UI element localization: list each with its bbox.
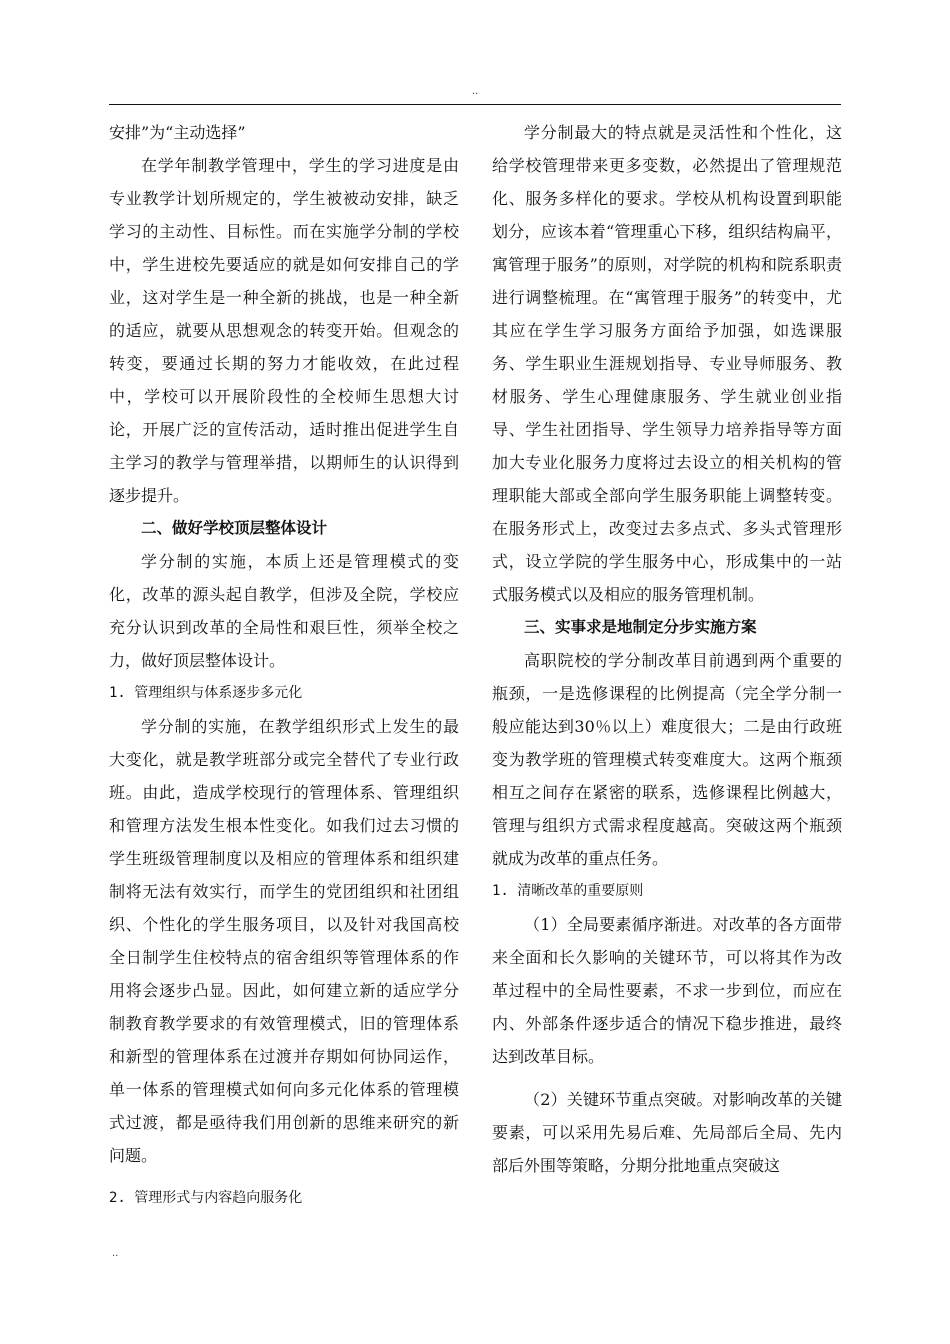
paragraph: 在学年制教学管理中，学生的学习进度是由专业教学计划所规定的，学生被被动安排，缺乏学习的主动性、目标性。而在实施学分制的学校中，学生进校先要适应的就是如何安排自己的学业，这对学生是一种全新的挑战，也是一种全新的适应，就要从思想观念的转变开始。但观念的转变，要通过长期的努力才能收效，在此过程中，学校可以开展阶段性的全校师生思想大讨论，开展广泛的宣传活动，适时推出促进学生自主学习的教学与管理举措，以期师生的认识得到逐步提升。 (109, 156, 459, 505)
section-heading: 三、实事求是地制定分步实施方案 (524, 618, 757, 636)
paragraph: 高职院校的学分制改革目前遇到两个重要的瓶颈，一是选修课程的比例提高（完全学分制一般应能达到30％以上）难度很大；二是由行政班变为教学班的管理模式转变难度大。这两个瓶颈相互之间存在紧密的联系，选修课程比例越大，管理与组织方式需求程度越高。突破这两个瓶颈就成为改革的重点任务。 (492, 651, 842, 868)
header-rule (109, 104, 841, 105)
left-column (109, 116, 459, 1215)
footer-mark: .. (112, 1248, 119, 1259)
right-column (492, 116, 842, 1182)
subsection-heading: 2. 管理形式与内容趋向服务化 (109, 1190, 303, 1206)
paragraph: 学分制最大的特点就是灵活性和个性化，这给学校管理带来更多变数，必然提出了管理规范化、服务多样化的要求。学校从机构设置到职能划分，应该本着“管理重心下移，组织结构扁平，寓管理于服务”的原则，对学院的机构和院系职责进行调整梳理。在“寓管理于服务”的转变中，尤其应在学生学习服务方面给予加强，如选课服务、学生职业生涯规划指导、专业导师服务、教材服务、学生心理健康服务、学生就业创业指导、学生社团指导、学生领导力培养指导等方面加大专业化服务力度将过去设立的相关机构的管理职能大部或全部向学生服务职能上调整转变。在服务形式上，改变过去多点式、多头式管理形式，设立学院的学生服务中心，形成集中的一站式服务模式以及相应的服务管理机制。 (492, 123, 842, 604)
section-heading: 二、做好学校顶层整体设计 (141, 519, 328, 537)
paragraph: 学分制的实施，本质上还是管理模式的变化，改革的源头起自教学，但涉及全院，学校应充分认识到改革的全局性和艰巨性，须举全校之力，做好顶层整体设计。 (109, 552, 459, 670)
paragraph: （2）关键环节重点突破。对影响改革的关键要素，可以采用先易后难、先局部后全局、先内部后外围等策略，分期分批地重点突破这 (492, 1090, 842, 1175)
paragraph-continuation: 安排”为“主动选择” (109, 123, 246, 142)
subsection-heading: 1. 清晰改革的重要原则 (492, 883, 644, 899)
paragraph: 学分制的实施，在教学组织形式上发生的最大变化，就是教学班部分或完全替代了专业行政班。由此，造成学校现行的管理体系、管理组织和管理方法发生根本性变化。如我们过去习惯的学生班级管理制度以及相应的管理体系和组织建制将无法有效实行，而学生的党团组织和社团组织、个性化的学生服务项目，以及针对我国高校全日制学生住校特点的宿舍组织等管理体系的作用将会逐步凸显。因此，如何建立新的适应学分制教育教学要求的有效管理模式，旧的管理体系和新型的管理体系在过渡并存期如何协同运作，单一体系的管理模式如何向多元化体系的管理模式过渡，都是亟待我们用创新的思维来研究的新问题。 (109, 717, 459, 1165)
paragraph: （1）全局要素循序渐进。对改革的各方面带来全面和长久影响的关键环节，可以将其作为改革过程中的全局性要素，不求一步到位，而应在内、外部条件逐步适合的情况下稳步推进，最终达到改革目标。 (492, 915, 842, 1066)
subsection-heading: 1. 管理组织与体系逐步多元化 (109, 685, 303, 701)
header-mark: .. (471, 86, 479, 97)
